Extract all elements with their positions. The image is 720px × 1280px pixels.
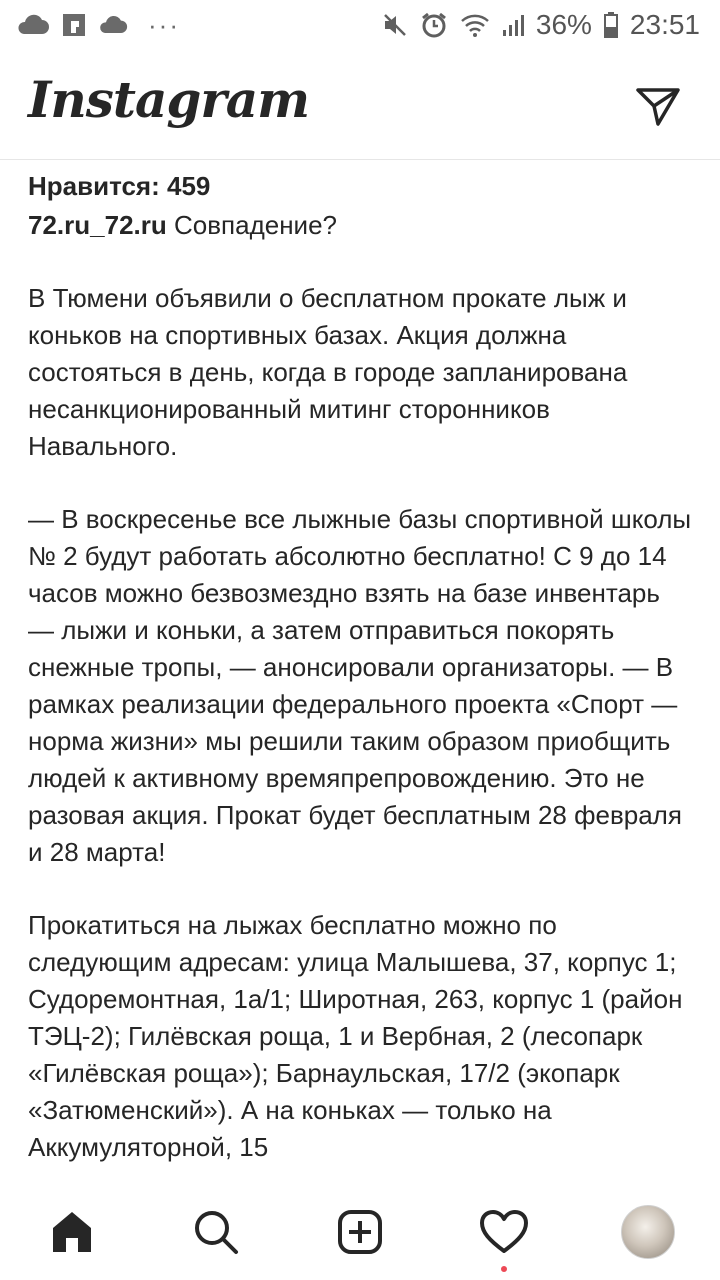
caption-paragraph: Прокатиться на лыжах бесплатно можно по следующим адресам: улица Малышева, 37, корпус 1; Судоремонтная, 1а/1; Широтная, 263, корпус 1 (район ТЭЦ-2); Гилёвская роща, 1 и Вербная, 2 (лесопарк «Гилёвская роща»); Барнаульская, 17/2 (экопарк «Затюменский»). А на коньках — только на Аккумуляторной, 15 (28, 910, 690, 1162)
add-post-icon[interactable] (330, 1202, 390, 1262)
caption-paragraph: — В воскресенье все лыжные базы спортивной школы № 2 будут работать абсолютно бесплатно! С 9 до 14 часов можно безвозмездно взять на базе инвентарь — лыжи и коньки, а затем отправиться покорять снежные тропы, — анонсировали организаторы. — В рамках реализации федерального проекта «Спорт — норма жизни» мы решили таким образом приобщить людей к активному времяпрепровождению. Это не разовая акция. Прокат будет бесплатным 28 февраля и 28 марта! (28, 504, 699, 867)
cloud-icon (16, 15, 50, 35)
post-content (28, 166, 699, 1184)
more-dots-icon: ··· (148, 9, 180, 40)
activity-heart-icon[interactable] (474, 1202, 534, 1262)
avatar[interactable] (621, 1205, 675, 1259)
notification-dot (501, 1266, 507, 1272)
caption-text: Совпадение? (173, 210, 338, 240)
app-header (0, 50, 720, 160)
battery-icon (604, 12, 618, 38)
search-icon[interactable] (186, 1202, 246, 1262)
status-bar (0, 0, 720, 50)
cloud-icon (98, 16, 128, 34)
likes-count[interactable]: Нравится: 459 (28, 171, 211, 201)
paper-plane-icon[interactable] (634, 82, 682, 130)
alarm-icon (420, 11, 448, 39)
profile-avatar[interactable] (618, 1202, 678, 1262)
status-bar-right (382, 9, 700, 41)
clock: 23:51 (629, 9, 700, 40)
caption-paragraph: В Тюмени объявили о бесплатном прокате лыж и коньков на спортивных базах. Акция должна состояться в день, когда в городе запланирована несанкционированный митинг сторонников Навального. (28, 283, 635, 461)
battery-percent: 36% (535, 9, 592, 40)
home-icon[interactable] (42, 1202, 102, 1262)
caption-username[interactable]: 72.ru_72.ru (28, 210, 167, 240)
caption (28, 206, 692, 244)
status-bar-left (16, 10, 180, 41)
signal-icon (502, 13, 524, 37)
flipboard-icon (62, 13, 86, 37)
instagram-logo[interactable]: Instagram (28, 70, 309, 129)
bottom-nav (0, 1184, 720, 1280)
mute-icon (382, 12, 408, 38)
wifi-icon (460, 13, 490, 37)
